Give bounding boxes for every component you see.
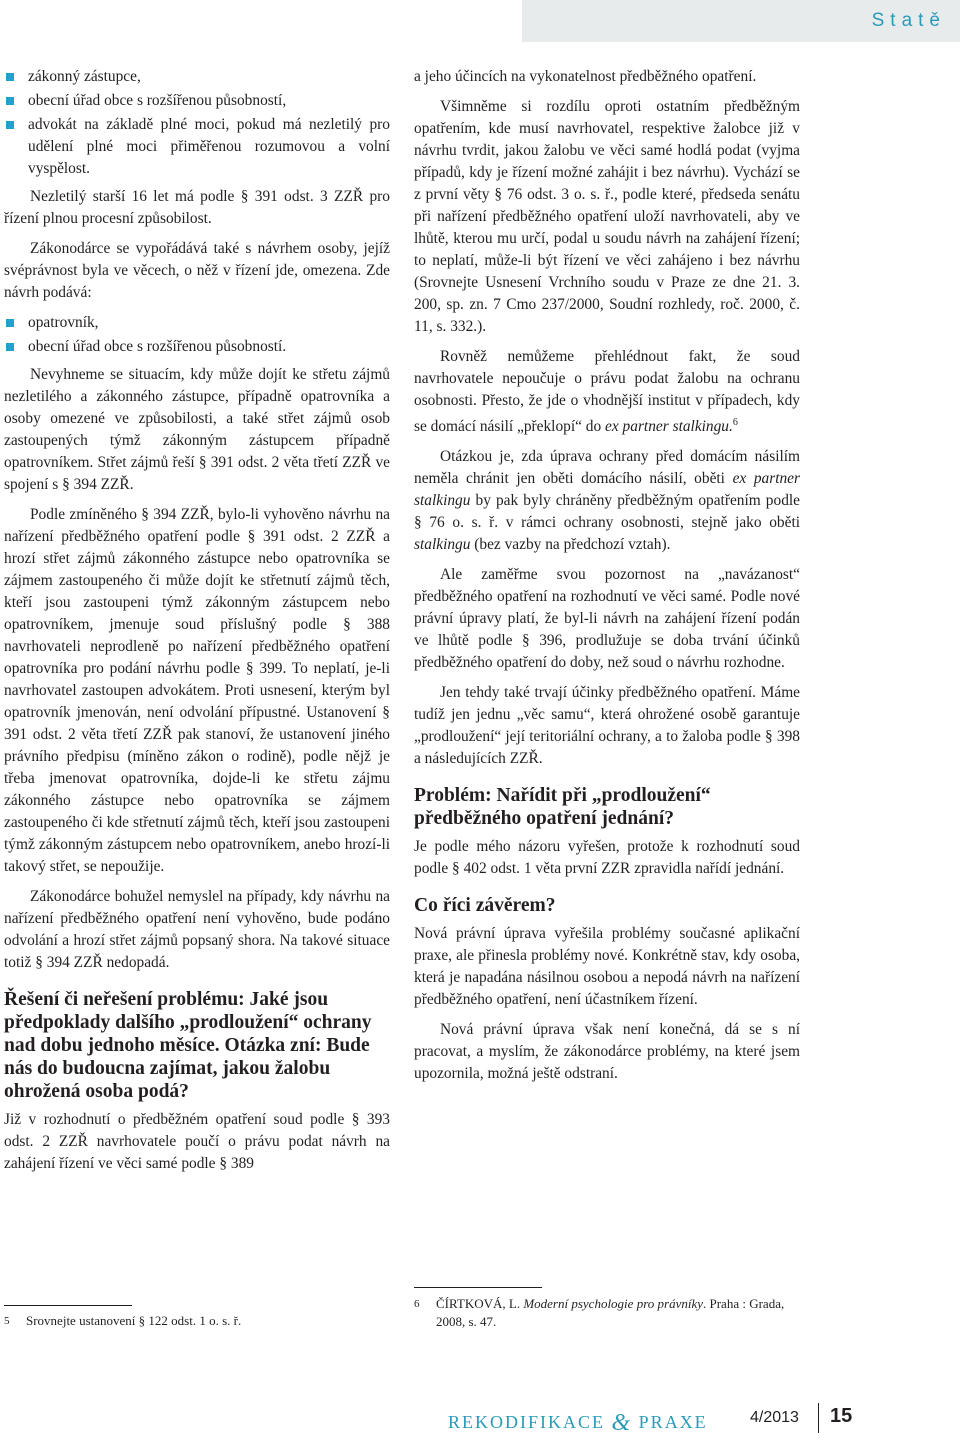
section-heading: Co říci závěrem?	[414, 895, 556, 917]
paragraph: Je podle mého názoru vyřešen, protože k rozhodnutí soud podle § 402 odst. 1 věta první ZZR zpravidla nařídí jednání.	[414, 838, 800, 878]
paragraph: a jeho účincích na vykonatelnost předběžného opatření.	[414, 68, 757, 85]
footnote-ref: 6	[732, 417, 738, 428]
section-header-tab	[522, 0, 960, 42]
list-item: zákonný zástupce,	[4, 66, 390, 88]
bullet-list-representatives	[4, 66, 390, 180]
page-number: 15	[830, 1405, 853, 1427]
section-heading: Řešení či neřešení problému: Jaké jsou předpoklady dalšího „prodloužení“ ochrany nad dobu jednoho měsíce. Otázka zní: Bude nás do budoucna zajímat, jakou žalobu ohrožená osoba podá?	[4, 989, 372, 1102]
page-footer	[448, 1403, 960, 1436]
footer-divider	[818, 1403, 819, 1433]
footnote-6: 6 ČÍRTKOVÁ, L. Moderní psychologie pro právníky. Praha : Grada, 2008, s. 47.	[414, 1296, 785, 1329]
paragraph: Zákonodárce bohužel nemyslel na případy, kdy návrhu na nařízení předběžného opatření není vyhověno, bude podáno odvolání a hrozí střet zájmů popsaný shora. Na takové situace totiž § 394 ZZŘ nedopadá.	[4, 888, 390, 971]
paragraph: Všimněme si rozdílu oproti ostatním předběžným opatřením, kde musí navrhovatel, respektive žalobce již v návrhu tvrdit, jakou žalobu ve věci samé hodlá podat (vyjma případů, kdy je řízení možné zahájit i bez návrhu). Vychází se z první věty § 76 odst. 3 o. s. ř., podle které, předseda senátu při nařízení předběžného opatření uloží navrhovateli, aby ve lhůtě, kterou mu určí, podal u soudu návrh na zahájení řízení; to neplatí, může-li být řízení ve věci zahájeno i bez návrhu (Srovnejte Usnesení Vrchního soudu v Praze ze dne 21. 3. 200, sp. zn. 7 Cmo 237/2000, Soudní rozhledy, roč. 2000, č. 11, s. 332.).	[414, 98, 800, 335]
square-bullet-icon	[6, 343, 14, 351]
journal-name: REKODIFIKACE & PRAXE	[448, 1410, 708, 1436]
square-bullet-icon	[6, 319, 14, 327]
paragraph: Nová právní úprava vyřešila problémy současné aplikační praxe, ale přinesla problémy nové. Konkrétně stav, kdy osoba, která je napadána násilnou osobou a nepodá návrh na nařízení předběžného opatření, není účastníkem řízení.	[414, 925, 800, 1009]
paragraph: Nevyhneme se situacím, kdy může dojít ke střetu zájmů nezletilého a zákonného zástupce, případně opatrovníka a osoby omezené ve způsobilosti, a také střet zájmů osob zastoupených týmž zákonným zástupcem případně opatrovníkem. Střet zájmů řeší § 391 odst. 2 věta třetí ZZŘ ve spojení s § 394 ZZŘ.	[4, 366, 390, 493]
footnote-5: 5 Srovnejte ustanovení § 122 odst. 1 o. s. ř.	[4, 1313, 242, 1328]
paragraph: Nezletilý starší 16 let má podle § 391 odst. 3 ZZŘ pro řízení plnou procesní způsobilost.	[4, 188, 390, 227]
paragraph: Otázkou je, zda úprava ochrany před domácím násilím neměla chránit jen oběti domácího násilí, oběti ex partner stalkingu by pak byly chráněny předběžným opatřením podle § 76 o. s. ř. v rámci ochrany osobnosti, stejně jako oběti stalkingu (bez vazby na předchozí vztah).	[414, 448, 800, 554]
paragraph: Již v rozhodnutí o předběžném opatření soud podle § 393 odst. 2 ZZŘ navrhovatele poučí o právu podat návrh na zahájení řízení ve věci samé podle § 389	[4, 1111, 390, 1172]
square-bullet-icon	[6, 97, 14, 105]
square-bullet-icon	[6, 73, 14, 81]
list-item: advokát na základě plné moci, pokud má nezletilý pro udělení plné moci přiměřenou rozumovou a volní vyspělost.	[4, 114, 390, 180]
issue-number: 4/2013	[750, 1409, 799, 1426]
footnote-rule	[4, 1305, 132, 1306]
section-title: Statě	[871, 10, 946, 31]
list-item: obecní úřad obce s rozšířenou působností,	[4, 90, 390, 112]
paragraph: Zákonodárce se vypořádává také s návrhem osoby, jejíž svéprávnost byla ve věcech, o něž v řízení jde, omezena. Zde návrh podává:	[4, 240, 390, 301]
paragraph: Ale zaměřme svou pozornost na „navázanost“ předběžného opatření na rozhodnutí ve věci samé. Podle nové právní úpravy platí, že byl-li návrh na zahájení řízení podán ve lhůtě podle § 396, prodlužuje se doba trvání účinků předběžného opatření do doby, než soud o návrhu rozhodne.	[414, 566, 800, 672]
right-column	[414, 66, 800, 1093]
paragraph: Nová právní úprava však není konečná, dá se s ní pracovat, a myslím, že zákonodárce problémy, na které jsem upozornila, možná ještě odstraní.	[414, 1021, 800, 1083]
list-item: opatrovník,	[4, 312, 390, 334]
paragraph: Podle zmíněného § 394 ZZŘ, bylo-li vyhověno návrhu na nařízení předběžného opatření podle § 391 odst. 2 ZZŘ a hrozí střet zájmů zákonného zástupce nebo opatrovníka se zájmem zastoupeného či může dojít ke střetnutí zájmů těch, kteří jsou zastoupeni týmž zákonným zástupcem nebo opatrovníkem, jmenuje soud příslušný podle § 388 navrhovateli neprodleně po nařízení předběžného opatření opatrovníka pro podání návrhu podle § 399. To neplatí, je-li navrhovatel zastoupen advokátem. Proti usnesení, kterým byl opatrovník jmenován, není odvolání přípustné. Ustanovení § 391 odst. 2 věta třetí ZZŘ pak stanoví, že ustanovení jiného právního předpisu (míněno zákon o rodině), podle nějž je třeba jmenovat opatrovníka, dojde-li ke střetu zájmu zákonného zástupce nebo opatrovníka se zájmem zastoupeného či kde střetnutí zájmů těch, kteří jsou zastoupeni týmž zákonným zástupcem nebo opatrovníkem, anebo hrozí-li takový střet, se nepoužije.	[4, 506, 390, 875]
list-item: obecní úřad obce s rozšířenou působností.	[4, 336, 390, 358]
square-bullet-icon	[6, 121, 14, 129]
section-heading: Problém: Nařídit při „prodloužení“ předběžného opatření jednání?	[414, 785, 711, 830]
paragraph: Rovněž nemůžeme přehlédnout fakt, že soud navrhovatele nepoučuje o právu podat žalobu na ochranu osobnosti. Přesto, že jde o vhodnější institut v případech, kdy se domácí násilí „překlopí“ do ex partner stalkingu.$^6$	[414, 348, 800, 436]
bullet-list-petitioners	[4, 312, 390, 358]
footnote-rule	[414, 1287, 542, 1288]
paragraph: Jen tehdy také trvají účinky předběžného opatření. Máme tudíž jen jednu „věc samu“, která ohrožené osobě garantuje „prodloužení“ její teritoriální ochrany, a to žaloba podle § 398 a následujících ZZŘ.	[414, 684, 800, 768]
left-column	[4, 66, 390, 1183]
